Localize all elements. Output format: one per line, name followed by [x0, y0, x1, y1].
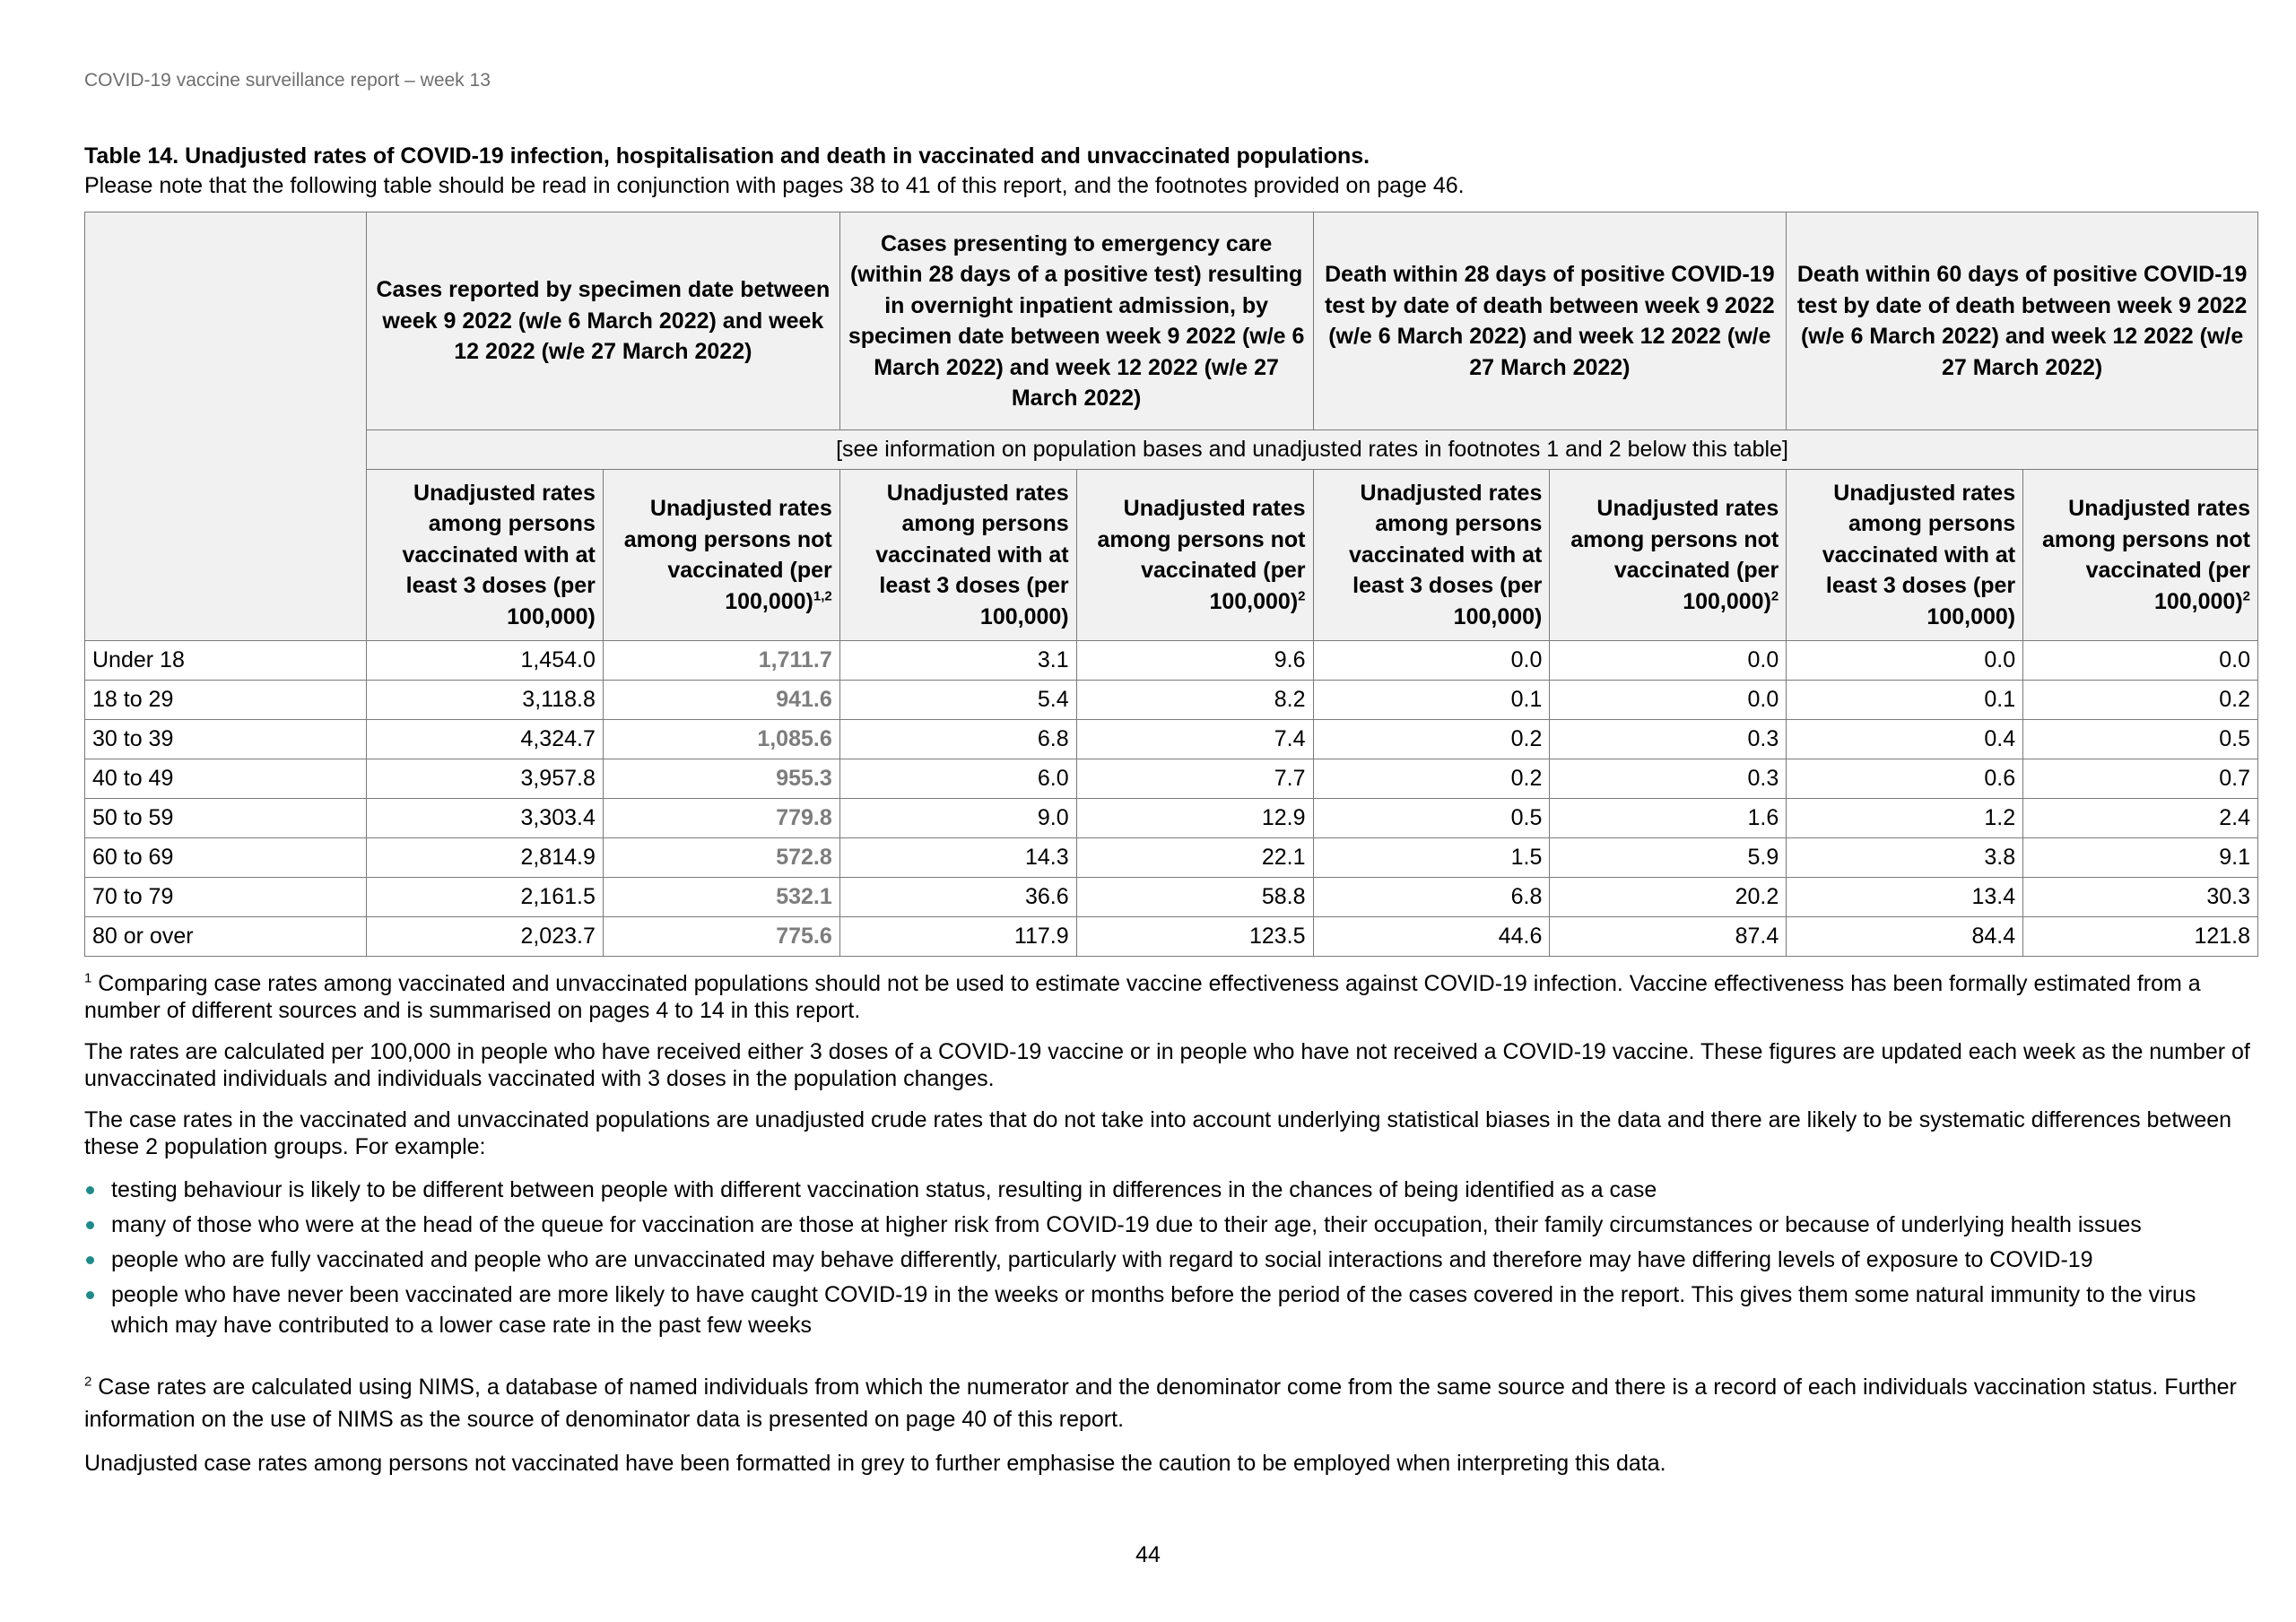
- rate-cell: 3.8: [1787, 838, 2023, 878]
- list-item: testing behaviour is likely to be different between people with different vaccination status, resulting in differences in the chances of being identified as a case: [84, 1175, 2255, 1205]
- rate-cell: 2,161.5: [366, 878, 603, 917]
- rate-cell: 0.0: [1787, 641, 2023, 681]
- rate-cell: 20.2: [1550, 878, 1787, 917]
- table-corner-cell: [85, 213, 367, 641]
- rate-cell: 2.4: [2023, 799, 2258, 838]
- list-item: people who are fully vaccinated and people who are unvaccinated may behave differently, particularly with regard to social interactions and therefore may have differing levels of exposure to COVID-19: [84, 1245, 2255, 1275]
- age-group-cell: 30 to 39: [85, 720, 367, 759]
- rate-cell: 6.0: [839, 759, 1076, 799]
- rate-cell: 30.3: [2023, 878, 2258, 917]
- group-header-death-60: Death within 60 days of positive COVID-19 test by date of death between week 9 2022 (w/e 6 March 2022) and week 12 2022 (w/e 27 March 2022): [1787, 213, 2258, 430]
- rate-cell: 1.5: [1313, 838, 1550, 878]
- rate-cell: 1,711.7: [603, 641, 839, 681]
- rate-cell: 0.0: [1550, 681, 1787, 720]
- running-header: COVID-19 vaccine surveillance report – week 13: [84, 70, 491, 91]
- rate-cell: 3,957.8: [366, 759, 603, 799]
- rate-cell: 0.6: [1787, 759, 2023, 799]
- rate-cell: 0.1: [1787, 681, 2023, 720]
- rate-cell: 1,454.0: [366, 641, 603, 681]
- rate-cell: 9.6: [1076, 641, 1313, 681]
- rate-cell: 84.4: [1787, 917, 2023, 957]
- grey-formatting-note: Unadjusted case rates among persons not vaccinated have been formatted in grey to further emphasise the caution to be employed when interpreting this data.: [84, 1451, 1666, 1476]
- subheader-not-vaccinated: Unadjusted rates among persons not vaccinated (per 100,000)$^2$: [2023, 470, 2258, 641]
- table-row: [85, 838, 2258, 878]
- rate-cell: 941.6: [603, 681, 839, 720]
- age-group-cell: 60 to 69: [85, 838, 367, 878]
- rate-cell: 0.5: [2023, 720, 2258, 759]
- rates-paragraph: The rates are calculated per 100,000 in people who have received either 3 doses of a COVID-19 vaccine or in people who have not received a COVID-19 vaccine. These figures are updated each week as the number of unvaccinated individuals and individuals vaccinated with 3 doses in the population changes.: [84, 1039, 2250, 1091]
- rate-cell: 0.0: [1313, 641, 1550, 681]
- rate-cell: 532.1: [603, 878, 839, 917]
- rate-cell: 121.8: [2023, 917, 2258, 957]
- table-row: [85, 878, 2258, 917]
- table-row: [85, 641, 2258, 681]
- subheader-vaccinated: Unadjusted rates among persons vaccinated with at least 3 doses (per 100,000): [366, 470, 603, 641]
- rate-cell: 12.9: [1076, 799, 1313, 838]
- rate-cell: 5.9: [1550, 838, 1787, 878]
- rate-cell: 1.2: [1787, 799, 2023, 838]
- group-header-cases: Cases reported by specimen date between week 9 2022 (w/e 6 March 2022) and week 12 2022 (w/e 27 March 2022): [366, 213, 839, 430]
- rate-cell: 4,324.7: [366, 720, 603, 759]
- table-row: [85, 799, 2258, 838]
- rate-cell: 0.2: [1313, 759, 1550, 799]
- group-header-death-28: Death within 28 days of positive COVID-19 test by date of death between week 9 2022 (w/e 6 March 2022) and week 12 2022 (w/e 27 March 2022): [1313, 213, 1787, 430]
- bullet-icon: [86, 1256, 94, 1264]
- rate-cell: 14.3: [839, 838, 1076, 878]
- biases-paragraph: The case rates in the vaccinated and unvaccinated populations are unadjusted crude rates that do not take into account underlying statistical biases in the data and there are likely to be systematic differences between these 2 population groups. For example:: [84, 1107, 2232, 1159]
- subheader-vaccinated: Unadjusted rates among persons vaccinated with at least 3 doses (per 100,000): [1313, 470, 1550, 641]
- bullet-icon: [86, 1221, 94, 1229]
- rate-cell: 775.6: [603, 917, 839, 957]
- rate-cell: 0.5: [1313, 799, 1550, 838]
- rate-cell: 0.2: [2023, 681, 2258, 720]
- bullet-icon: [86, 1186, 94, 1194]
- rate-cell: 2,023.7: [366, 917, 603, 957]
- subheader-vaccinated: Unadjusted rates among persons vaccinated with at least 3 doses (per 100,000): [839, 470, 1076, 641]
- rate-cell: 0.0: [2023, 641, 2258, 681]
- rate-cell: 87.4: [1550, 917, 1787, 957]
- list-item: many of those who were at the head of the queue for vaccination are those at higher risk from COVID-19 due to their age, their occupation, their family circumstances or because of underlying health issues: [84, 1210, 2255, 1240]
- rate-cell: 9.0: [839, 799, 1076, 838]
- rate-cell: 0.1: [1313, 681, 1550, 720]
- rate-cell: 8.2: [1076, 681, 1313, 720]
- table-row: [85, 720, 2258, 759]
- rate-cell: 22.1: [1076, 838, 1313, 878]
- table-row: [85, 759, 2258, 799]
- table-row: [85, 681, 2258, 720]
- subheader-not-vaccinated: Unadjusted rates among persons not vaccinated (per 100,000)$^2$: [1076, 470, 1313, 641]
- rate-cell: 44.6: [1313, 917, 1550, 957]
- subheader-not-vaccinated: Unadjusted rates among persons not vaccinated (per 100,000)$^{1,2}$: [603, 470, 839, 641]
- footnote-marker: 2: [84, 1374, 92, 1390]
- rate-cell: 0.4: [1787, 720, 2023, 759]
- rate-cell: 13.4: [1787, 878, 2023, 917]
- rate-cell: 6.8: [1313, 878, 1550, 917]
- page-number: 44: [1135, 1542, 1161, 1567]
- bias-list: [84, 1175, 2255, 1340]
- rate-cell: 6.8: [839, 720, 1076, 759]
- population-note: [see information on population bases and unadjusted rates in footnotes 1 and 2 below this table]: [366, 430, 2257, 470]
- rate-cell: 1,085.6: [603, 720, 839, 759]
- age-group-cell: 40 to 49: [85, 759, 367, 799]
- table-caption: [84, 142, 2255, 201]
- rate-cell: 0.2: [1313, 720, 1550, 759]
- age-group-cell: 18 to 29: [85, 681, 367, 720]
- table-note: Please note that the following table should be read in conjunction with pages 38 to 41 of this report, and the footnotes provided on page 46.: [84, 173, 1465, 198]
- subheader-vaccinated: Unadjusted rates among persons vaccinated with at least 3 doses (per 100,000): [1787, 470, 2023, 641]
- rate-cell: 3,303.4: [366, 799, 603, 838]
- list-item: people who have never been vaccinated are more likely to have caught COVID-19 in the weeks or months before the period of the cases covered in the report. This gives them some natural immunity to the virus which may have contributed to a lower case rate in the past few weeks: [84, 1279, 2255, 1340]
- rate-cell: 7.7: [1076, 759, 1313, 799]
- rate-cell: 955.3: [603, 759, 839, 799]
- rate-cell: 572.8: [603, 838, 839, 878]
- bullet-icon: [86, 1291, 94, 1299]
- rate-cell: 9.1: [2023, 838, 2258, 878]
- rate-cell: 7.4: [1076, 720, 1313, 759]
- rates-table: [84, 212, 2258, 957]
- footnote-2: $^2$ Case rates are calculated using NIMS, a database of named individuals from which the numerator and the denominator come from the same source and there is a record of each individuals vaccination status. Further information on the use of NIMS as the source of denominator data is presented on page 40 of this report.: [84, 1374, 2237, 1432]
- footnote-marker: 1: [84, 970, 92, 986]
- table-row: [85, 917, 2258, 957]
- rate-cell: 2,814.9: [366, 838, 603, 878]
- age-group-cell: 80 or over: [85, 917, 367, 957]
- table-title: Table 14. Unadjusted rates of COVID-19 infection, hospitalisation and death in vaccinated and unvaccinated populations.: [84, 143, 1370, 169]
- subheader-not-vaccinated: Unadjusted rates among persons not vaccinated (per 100,000)$^2$: [1550, 470, 1787, 641]
- footnote-1: $^1$ Comparing case rates among vaccinated and unvaccinated populations should not be used to estimate vaccine effectiveness against COVID-19 infection. Vaccine effectiveness has been formally estimated from a number of different sources and is summarised on pages 4 to 14 in this report.: [84, 970, 2201, 1023]
- rate-cell: 779.8: [603, 799, 839, 838]
- age-group-cell: 70 to 79: [85, 878, 367, 917]
- rate-cell: 3.1: [839, 641, 1076, 681]
- age-group-cell: Under 18: [85, 641, 367, 681]
- group-header-admissions: Cases presenting to emergency care (within 28 days of a positive test) resulting in overnight inpatient admission, by specimen date between week 9 2022 (w/e 6 March 2022) and week 12 2022 (w/e 27 March 2022): [839, 213, 1313, 430]
- rate-cell: 3,118.8: [366, 681, 603, 720]
- rate-cell: 58.8: [1076, 878, 1313, 917]
- table-body: [85, 641, 2258, 957]
- rate-cell: 36.6: [839, 878, 1076, 917]
- rate-cell: 117.9: [839, 917, 1076, 957]
- rate-cell: 123.5: [1076, 917, 1313, 957]
- rate-cell: 0.7: [2023, 759, 2258, 799]
- rate-cell: 1.6: [1550, 799, 1787, 838]
- rate-cell: 0.3: [1550, 720, 1787, 759]
- age-group-cell: 50 to 59: [85, 799, 367, 838]
- footnotes: [84, 970, 2255, 1491]
- rate-cell: 0.3: [1550, 759, 1787, 799]
- rate-cell: 0.0: [1550, 641, 1787, 681]
- rate-cell: 5.4: [839, 681, 1076, 720]
